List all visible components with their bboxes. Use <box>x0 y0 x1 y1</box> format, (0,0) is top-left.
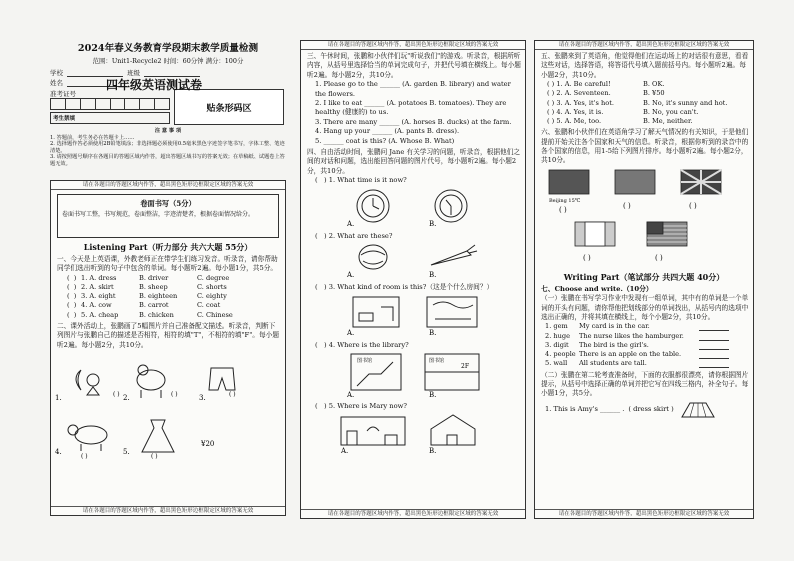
barcode-label: 贴条形码区 <box>206 103 252 114</box>
q4-pic-2 <box>301 241 525 279</box>
q4-item-1: ( ) 1. What time is it now? <box>315 176 407 185</box>
answer-box-1 <box>50 180 286 516</box>
q4-pic-5 <box>301 411 525 455</box>
column-3 <box>534 40 754 519</box>
svg-text:( ): ( ) <box>583 253 591 262</box>
q3-text: 三、午休时间，张鹏和小伙伴们玩"听说我们"的游戏。听录音，根据所听内容，从括号里选择恰当的单词完成句子，并把代号填在横线上。每小题听2遍。每小题2分，共10分。 <box>307 52 521 79</box>
banner-top-2: 请在各题目的答题区域内作答，超出黑色矩形边框限定区域的答案无效 <box>301 41 525 50</box>
q5-options <box>535 80 753 126</box>
class-label: 班级 <box>127 69 140 77</box>
svg-text:( ): ( ) <box>655 253 663 262</box>
answer-line[interactable] <box>699 341 729 350</box>
q7-desc: （一）张鹏在书写学习作业中发现有一组单词，其中有的单词是一个单词的开头有问题，请你帮他把划线部分的单词找出，从括号内的选项中选出正确的，并将其填在横线上，每个小题2分，共10分。 <box>541 294 749 322</box>
q1-option-row: ( ) 1. A. dress B. driver C. degree <box>67 273 230 282</box>
svg-text:B.: B. <box>429 271 437 280</box>
svg-text:( ): ( ) <box>171 391 178 399</box>
note-3: 3. 请按照题号顺序在各题目的答题区域内作答，超出答题区域书写的答案无效；在草稿纸、试题卷上答题无效。 <box>50 154 285 167</box>
answer-bracket[interactable]: ( ) <box>67 292 77 301</box>
q4-pic-3 <box>301 293 525 337</box>
answer-bracket[interactable]: ( ) <box>67 301 77 310</box>
q7-title: 七、Choose and write.（10分） <box>541 284 653 293</box>
note-1: 1. 答题前，考生务必在答题卡上…… <box>50 134 135 141</box>
q4-pic-4 <box>301 350 525 398</box>
svg-text:A.: A. <box>347 219 355 228</box>
banner-bot-3: 请在各题目的答题区域内作答，超出黑色矩形边框限定区域的答案无效 <box>535 509 753 518</box>
svg-text:( ): ( ) <box>113 391 120 399</box>
q7-row: 3. digit The bird is the girl's. <box>545 341 753 350</box>
svg-text:B.: B. <box>429 328 437 337</box>
svg-text:A.: A. <box>347 271 355 280</box>
q5-text: 五、张鹏来到了英语角，他觉得他们在运动场上的对话很有意思，看看这些对话，选择答语，将答语代号填入题前括号内。每小题听2遍。每小题2分，共10分。 <box>541 52 749 79</box>
q7-row: 2. huge The nurse likes the hamburger. <box>545 332 753 341</box>
banner-bot-1: 请在各题目的答题区域内作答，超出黑色矩形边框限定区域的答案无效 <box>51 506 285 515</box>
svg-text:A.: A. <box>341 447 349 456</box>
q3-item-4: 4. Hang up your ______ (A. pants B. dress). <box>315 127 460 136</box>
column-1 <box>50 38 286 516</box>
name-label: 姓名 <box>50 79 63 87</box>
q7b-item: 1. This is Amy's ______ . <box>545 405 625 414</box>
svg-text:图书馆: 图书馆 <box>429 357 445 364</box>
q2-pictures <box>51 350 283 460</box>
answer-bracket[interactable]: ( ) <box>67 310 77 319</box>
q4-item-5: ( ) 5. Where is Mary now? <box>315 401 407 410</box>
svg-text:A.: A. <box>347 390 355 398</box>
q7b-opts: ( dress skirt ) <box>628 405 674 414</box>
q1-option-row: ( ) 2. A. skirt B. sheep C. shorts <box>67 283 227 292</box>
listening-title: Listening Part（听力部分 共六大题 55分） <box>83 242 253 252</box>
exam-title: 2024年春义务教育学段期末教学质量检测 <box>77 43 259 54</box>
q1-text: 一、今天是上英语课，外教老师正在带学生们练习发音。听录音，请你帮助同学们选出听到的句子中包含的单词。每小题听2遍。每小题1分，共5分。 <box>57 255 278 273</box>
note-2: 2. 选择题作答必须使用2B铅笔填涂；非选择题必须使用0.5毫米黑色字迹签字笔书写，字体工整、笔迹清楚。 <box>50 141 285 154</box>
answer-line[interactable] <box>699 350 729 359</box>
q4-item-2: ( ) 2. What are these? <box>315 231 393 240</box>
answer-line[interactable] <box>699 332 729 341</box>
q7-items <box>535 322 753 368</box>
answer-line[interactable] <box>699 322 729 331</box>
q7-row: 5. wall All students are tall. <box>545 359 753 368</box>
svg-text:2.: 2. <box>123 394 130 403</box>
svg-text:( ): ( ) <box>229 391 236 399</box>
city-1: Beijing 15℃ <box>549 197 581 204</box>
svg-text:4.: 4. <box>55 448 62 457</box>
handwriting-desc: 卷面书写工整，书写规范，卷面整洁，字迹清楚者，根据卷面情况给分。 <box>62 211 255 218</box>
q2-text: 二、课外活动上，张鹏画了5幅图片并自己准备配文描述。听录音，判断下列图片与张鹏自己的描述是否相符，相符的填"T"，不相符的填"F"。每小题听2遍。每小题2分，共10分。 <box>57 321 280 349</box>
svg-text:3.: 3. <box>199 394 206 403</box>
q6-text: 六、张鹏和小伙伴们在英语角学习了解天气情况的有关知识，于是他们提前开始关注各个国家和天气的信息。听录音，根据你听到的录音中的各个国家的信息，用1-5给下列图片排序。每小题听2遍。每小题2分，共10分。 <box>541 128 749 165</box>
exam-no-boxes[interactable] <box>50 98 170 110</box>
q3-item-5: 5. ______ coat is this? (A. Whose B. What) <box>315 136 455 145</box>
exam-no-label: 准考证号 <box>50 90 76 98</box>
q1-option-row: ( ) 5. A. cheap B. chicken C. Chinese <box>67 310 233 319</box>
q1-options <box>51 274 285 320</box>
svg-text:A.: A. <box>347 328 355 337</box>
svg-text:5.: 5. <box>123 448 130 457</box>
answer-bracket[interactable]: ( ) <box>67 283 77 292</box>
svg-text:2F: 2F <box>461 362 469 370</box>
notes-title: 注 意 事 项 <box>154 128 182 134</box>
exam-scope: 范围：Unit1-Recycle2 时间：60分钟 满分：100分 <box>92 57 244 65</box>
q5-option-row: ( ) 2. A. Seventeen. B. ¥50 <box>547 89 665 98</box>
q4-item-3: ( ) 3. What kind of room is this?（这是个什么房间？） <box>315 283 494 292</box>
q1-option-row: ( ) 3. A. eight B. eighteen C. eighty <box>67 292 227 301</box>
svg-text:( ): ( ) <box>151 453 158 461</box>
svg-text:( ): ( ) <box>559 205 567 214</box>
q7-row: 1. gem My card is in the car. <box>545 322 753 331</box>
q3-item-2: 2. I like to eat ______ (A. potatoes B. tomatoes). They are healthy (健康的) to us. <box>315 99 507 117</box>
q4-item-4: ( ) 4. Where is the library? <box>315 340 409 349</box>
q7b-desc: （二）张鹏在第二轮考查准备时，下面的衣服都很漂亮，请你根据图片提示，从括号中选择正确的单词并把它写在四线三格内，补全句子。每小题1分，共5分。 <box>541 370 749 398</box>
svg-text:( ): ( ) <box>623 201 631 210</box>
svg-text:图书馆: 图书馆 <box>357 357 373 364</box>
svg-text:B.: B. <box>429 390 437 398</box>
q5-option-row: ( ) 1. A. Be careful! B. OK. <box>547 80 665 89</box>
handwriting-section <box>57 194 279 238</box>
q7-row: 4. people There is an apple on the table. <box>545 350 753 359</box>
skirt-icon <box>678 401 718 419</box>
handwriting-title: 卷面书写（5分） <box>140 199 196 208</box>
answer-line[interactable] <box>699 359 729 368</box>
q1-option-row: ( ) 4. A. cow B. carrot C. coat <box>67 301 221 310</box>
q5-option-row: ( ) 5. A. Me, too. B. Me, neither. <box>547 117 693 126</box>
q2-price: ¥20 <box>201 440 215 449</box>
q5-option-row: ( ) 4. A. Yes, it is. B. No, you can't. <box>547 107 699 116</box>
q6-flags <box>535 166 753 266</box>
column-2 <box>300 40 526 519</box>
barcode-area <box>174 89 284 125</box>
exam-subtitle: 四年级英语测试卷 <box>106 78 203 92</box>
banner-top-3: 请在各题目的答题区域内作答，超出黑色矩形边框限定区域的答案无效 <box>535 41 753 50</box>
svg-text:B.: B. <box>429 447 437 456</box>
svg-text:1.: 1. <box>55 394 62 403</box>
q4-text: 四、自由活动时间，张鹏问 Jane 有关学习的问题，听录音，根据他们之间的对话和问题，选出能回答问题的图片代号，每小题听2遍。每小题2分，共10分。 <box>307 148 521 175</box>
q3-item-3: 3. There are many ______ (A. horses B. ducks) at the farm. <box>315 117 512 126</box>
svg-text:B.: B. <box>429 219 437 228</box>
writing-title: Writing Part（笔试部分 共四大题 40分） <box>563 271 725 282</box>
answer-bracket[interactable]: ( ) <box>67 273 77 282</box>
banner-top-1: 请在各题目的答题区域内作答，超出黑色矩形边框限定区域的答案无效 <box>51 181 285 190</box>
svg-text:( ): ( ) <box>689 201 697 210</box>
banner-bot-2: 请在各题目的答题区域内作答，超出黑色矩形边框限定区域的答案无效 <box>301 509 525 518</box>
q5-option-row: ( ) 3. A. Yes, it's hot. B. No, it's sunny and hot. <box>547 98 728 107</box>
q4-pic-1 <box>301 186 525 228</box>
fill-label: 考生禁填 <box>53 116 76 122</box>
q3-item-1: 1. Please go to the ______ (A. garden B. library) and water the flowers. <box>315 80 511 98</box>
svg-text:( ): ( ) <box>81 453 88 461</box>
school-label: 学校 <box>50 69 63 77</box>
